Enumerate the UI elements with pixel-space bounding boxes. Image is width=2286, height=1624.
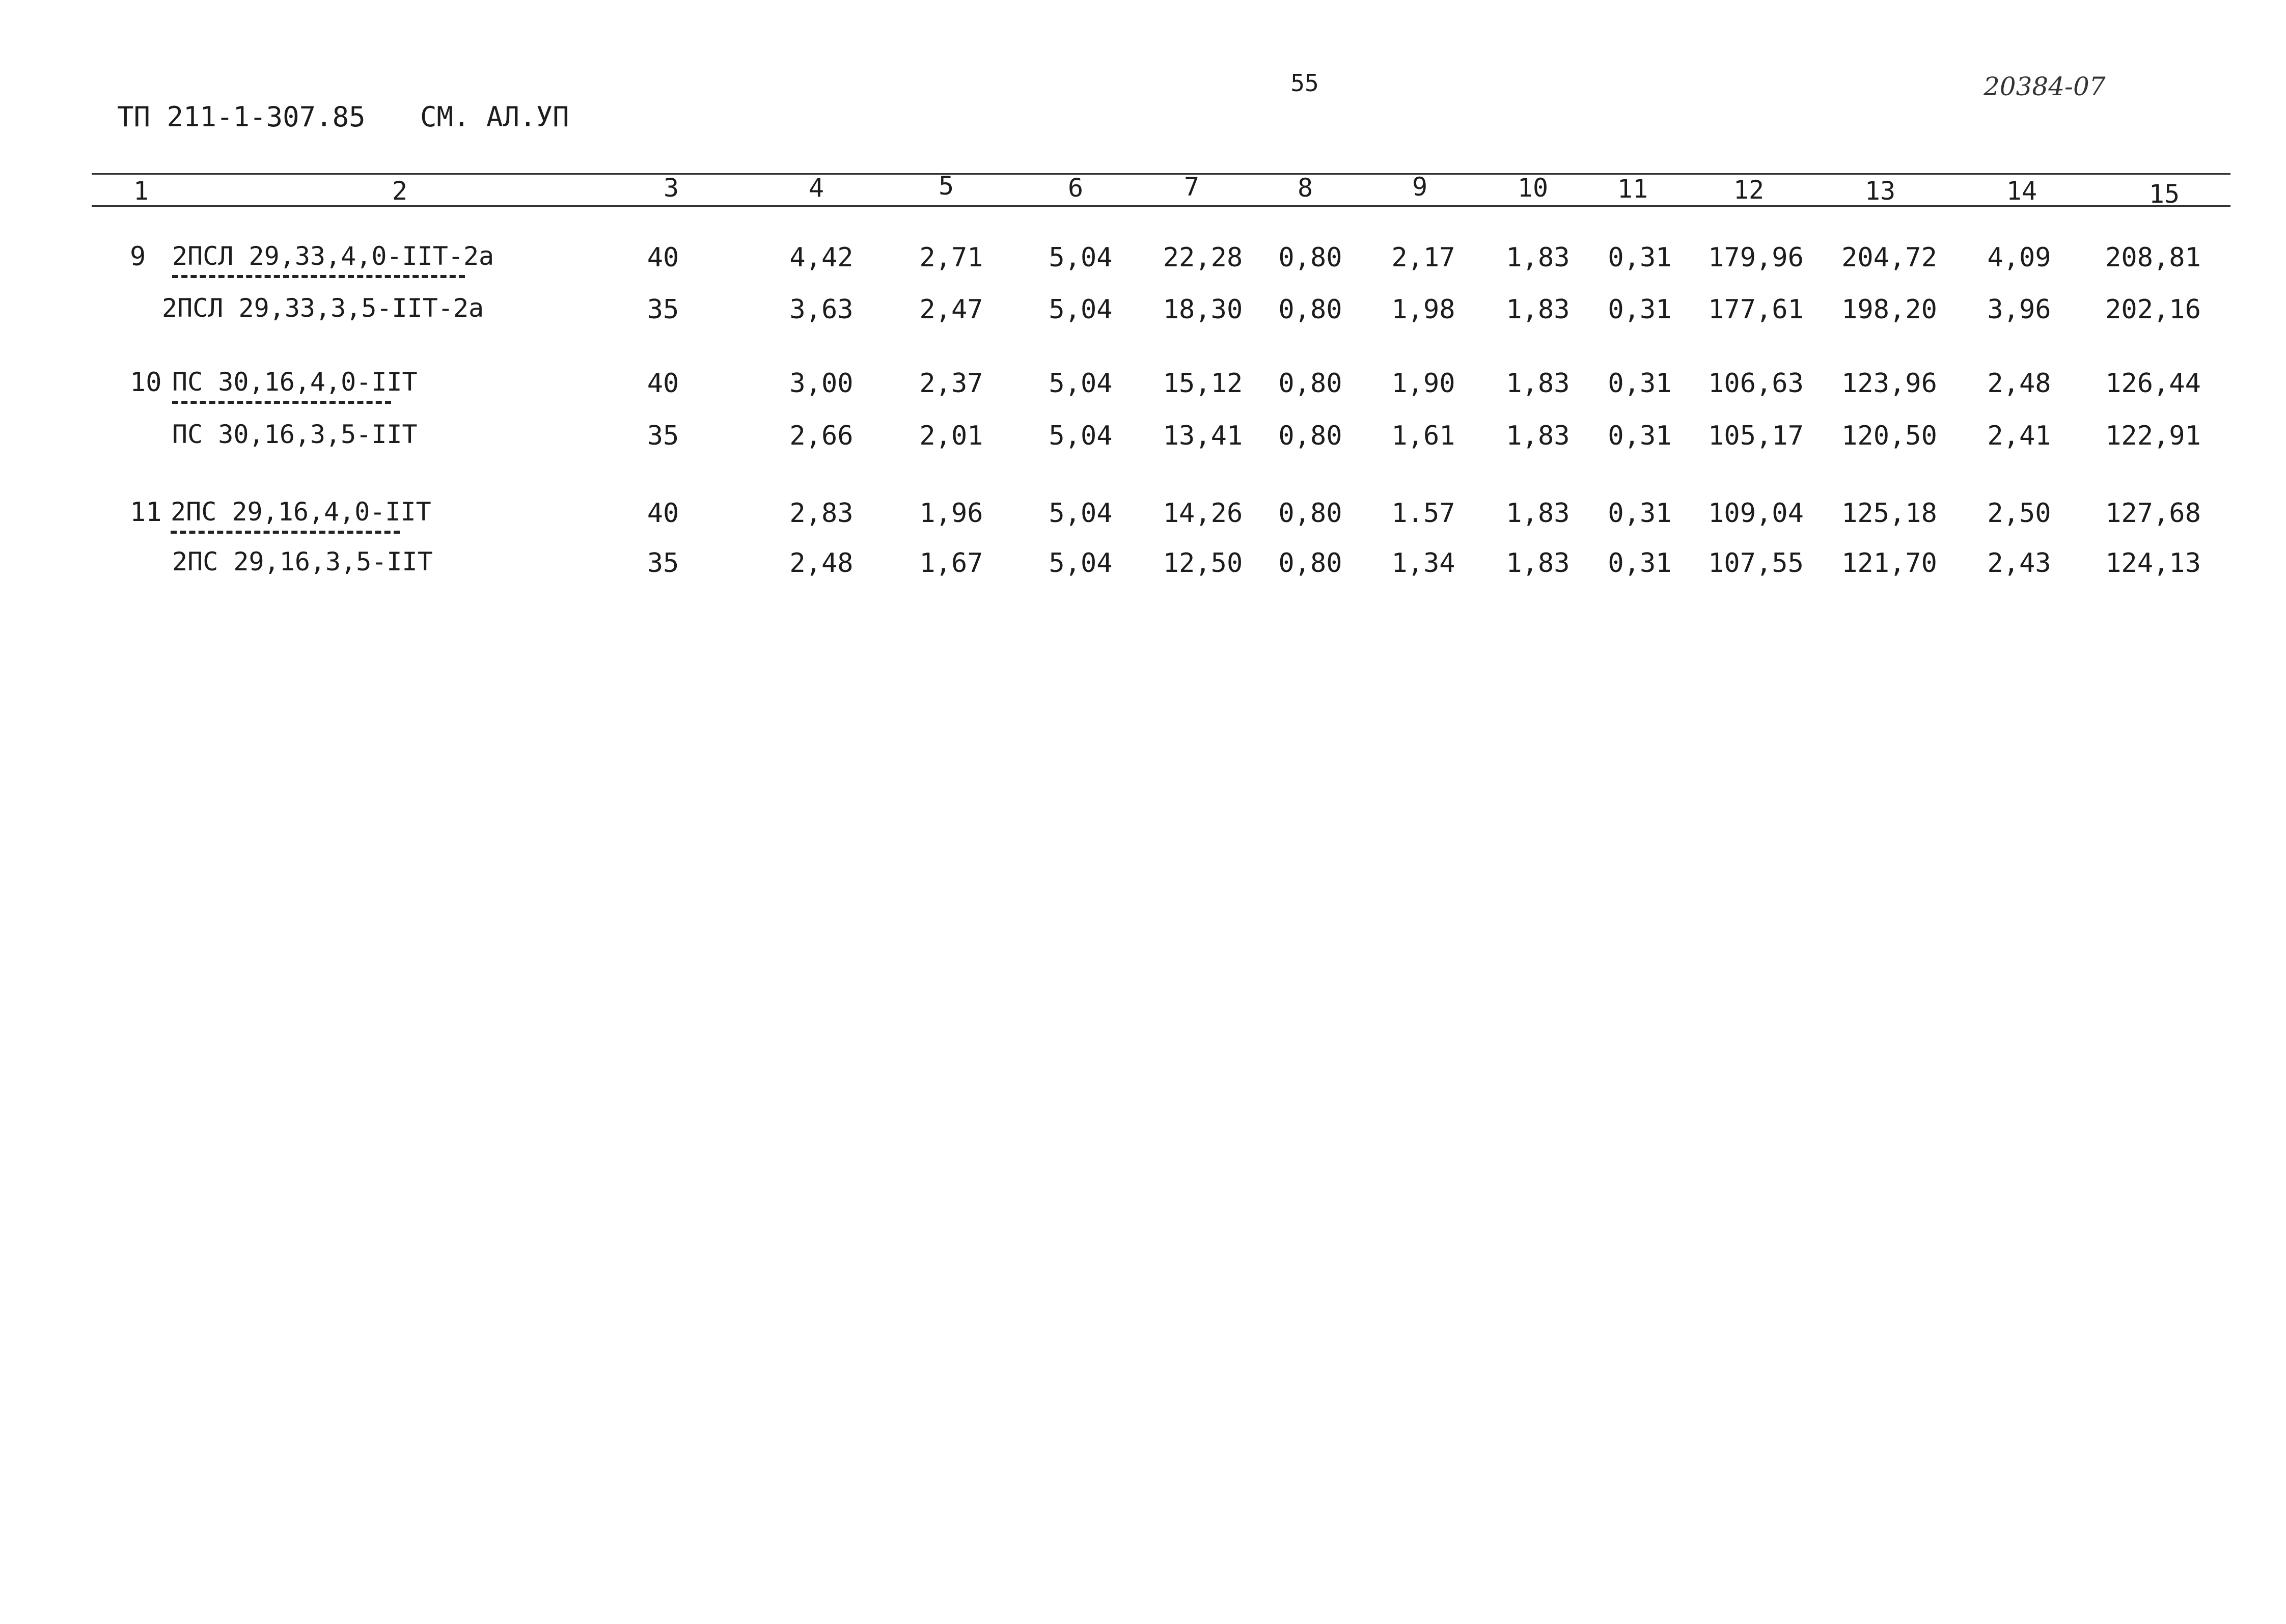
table-cell: 40 — [647, 368, 679, 399]
table-cell: 2,37 — [919, 368, 983, 399]
table-cell: 121,70 — [1841, 548, 1937, 579]
table-cell: 0,80 — [1278, 368, 1342, 399]
table-cell: 1,83 — [1506, 242, 1570, 273]
table-cell: 4,09 — [1987, 242, 2051, 273]
table-cell: 1,83 — [1506, 548, 1570, 579]
row-designation: ПС 30,16,4,0-IIТ — [172, 367, 418, 397]
column-header: 2 — [392, 176, 408, 206]
table-cell: 0,80 — [1278, 548, 1342, 579]
row-designation: 2ПС 29,16,4,0-IIТ — [171, 497, 431, 527]
album-reference: СМ. АЛ.УП — [420, 101, 569, 133]
table-cell: 1,98 — [1391, 294, 1455, 325]
table-cell: 12,50 — [1163, 548, 1243, 579]
table-header-rule — [92, 205, 2230, 207]
table-cell: 1,83 — [1506, 294, 1570, 325]
table-cell: 107,55 — [1708, 548, 1804, 579]
table-cell: 5,04 — [1049, 368, 1113, 399]
table-cell: 126,44 — [2105, 368, 2201, 399]
column-header: 6 — [1067, 173, 1084, 203]
table-cell: 1,96 — [919, 498, 983, 529]
table-cell: 0,80 — [1278, 242, 1342, 273]
table-cell: 2,50 — [1987, 498, 2051, 529]
table-cell: 35 — [647, 421, 679, 451]
document-code: ТП 211-1-307.85 — [117, 101, 366, 133]
table-cell: 40 — [647, 498, 679, 529]
table-cell: 2,17 — [1391, 242, 1455, 273]
table-cell: 127,68 — [2105, 498, 2201, 529]
column-header: 11 — [1617, 174, 1648, 204]
column-header: 7 — [1183, 172, 1200, 202]
dashed-underline — [172, 401, 391, 404]
table-cell: 1,34 — [1391, 548, 1455, 579]
table-cell: 120,50 — [1841, 421, 1937, 451]
table-cell: 5,04 — [1049, 548, 1113, 579]
table-cell: 5,04 — [1049, 498, 1113, 529]
table-cell: 13,41 — [1163, 421, 1243, 451]
table-cell: 2,41 — [1987, 421, 2051, 451]
handwritten-stamp: 20384-07 — [1984, 72, 2106, 101]
column-header: 3 — [663, 173, 679, 203]
table-cell: 202,16 — [2105, 294, 2201, 325]
table-cell: 18,30 — [1163, 294, 1243, 325]
table-cell: 208,81 — [2105, 242, 2201, 273]
table-cell: 5,04 — [1049, 294, 1113, 325]
table-cell: 0,31 — [1608, 294, 1672, 325]
column-header: 8 — [1297, 173, 1313, 203]
table-cell: 3,96 — [1987, 294, 2051, 325]
table-cell: 106,63 — [1708, 368, 1804, 399]
table-cell: 2,47 — [919, 294, 983, 325]
table-cell: 14,26 — [1163, 498, 1243, 529]
table-cell: 1,83 — [1506, 498, 1570, 529]
table-cell: 177,61 — [1708, 294, 1804, 325]
table-cell: 2,48 — [789, 548, 853, 579]
column-header: 14 — [2006, 176, 2037, 206]
table-cell: 0,31 — [1608, 548, 1672, 579]
table-cell: 5,04 — [1049, 421, 1113, 451]
table-cell: 1,90 — [1391, 368, 1455, 399]
table-cell: 1,83 — [1506, 421, 1570, 451]
table-cell: 0,31 — [1608, 421, 1672, 451]
table-cell: 4,42 — [789, 242, 853, 273]
table-cell: 123,96 — [1841, 368, 1937, 399]
dashed-underline — [171, 531, 400, 534]
table-cell: 35 — [647, 294, 679, 325]
column-header: 9 — [1412, 172, 1428, 202]
column-header: 1 — [133, 176, 149, 206]
column-header: 4 — [808, 173, 824, 203]
table-cell: 0,31 — [1608, 242, 1672, 273]
table-cell: 0,31 — [1608, 368, 1672, 399]
table-cell: 2,01 — [919, 421, 983, 451]
column-header: 15 — [2149, 179, 2180, 209]
column-header: 12 — [1733, 175, 1765, 205]
table-cell: 0,31 — [1608, 498, 1672, 529]
table-cell: 0,80 — [1278, 498, 1342, 529]
table-cell: 1,67 — [919, 548, 983, 579]
row-designation: 2ПСЛ 29,33,3,5-IIТ-2а — [162, 293, 484, 323]
table-cell: 2,48 — [1987, 368, 2051, 399]
table-cell: 2,83 — [789, 498, 853, 529]
table-cell: 3,00 — [789, 368, 853, 399]
page-number: 55 — [1290, 69, 1319, 97]
group-number: 11 — [130, 497, 162, 528]
table-cell: 2,71 — [919, 242, 983, 273]
table-cell: 35 — [647, 548, 679, 579]
table-cell: 198,20 — [1841, 294, 1937, 325]
table-cell: 124,13 — [2105, 548, 2201, 579]
row-designation: ПС 30,16,3,5-IIТ — [172, 420, 418, 449]
table-cell: 40 — [647, 242, 679, 273]
table-cell: 1,61 — [1391, 421, 1455, 451]
table-cell: 1.57 — [1391, 498, 1455, 529]
table-cell: 109,04 — [1708, 498, 1804, 529]
table-cell: 0,80 — [1278, 421, 1342, 451]
table-cell: 105,17 — [1708, 421, 1804, 451]
table-cell: 3,63 — [789, 294, 853, 325]
row-designation: 2ПС 29,16,3,5-IIТ — [172, 547, 433, 576]
dashed-underline — [172, 275, 465, 278]
row-designation: 2ПСЛ 29,33,4,0-IIТ-2а — [172, 241, 494, 271]
table-cell: 1,83 — [1506, 368, 1570, 399]
table-cell: 122,91 — [2105, 421, 2201, 451]
column-header: 10 — [1517, 173, 1549, 203]
table-cell: 0,80 — [1278, 294, 1342, 325]
table-cell: 5,04 — [1049, 242, 1113, 273]
group-number: 10 — [130, 367, 162, 398]
table-cell: 125,18 — [1841, 498, 1937, 529]
column-header: 5 — [938, 171, 954, 201]
table-cell: 179,96 — [1708, 242, 1804, 273]
table-cell: 2,66 — [789, 421, 853, 451]
table-cell: 2,43 — [1987, 548, 2051, 579]
table-cell: 22,28 — [1163, 242, 1243, 273]
table-cell: 15,12 — [1163, 368, 1243, 399]
table-cell: 204,72 — [1841, 242, 1937, 273]
table-top-rule — [92, 173, 2230, 175]
column-header: 13 — [1864, 176, 1896, 206]
group-number: 9 — [130, 241, 146, 272]
